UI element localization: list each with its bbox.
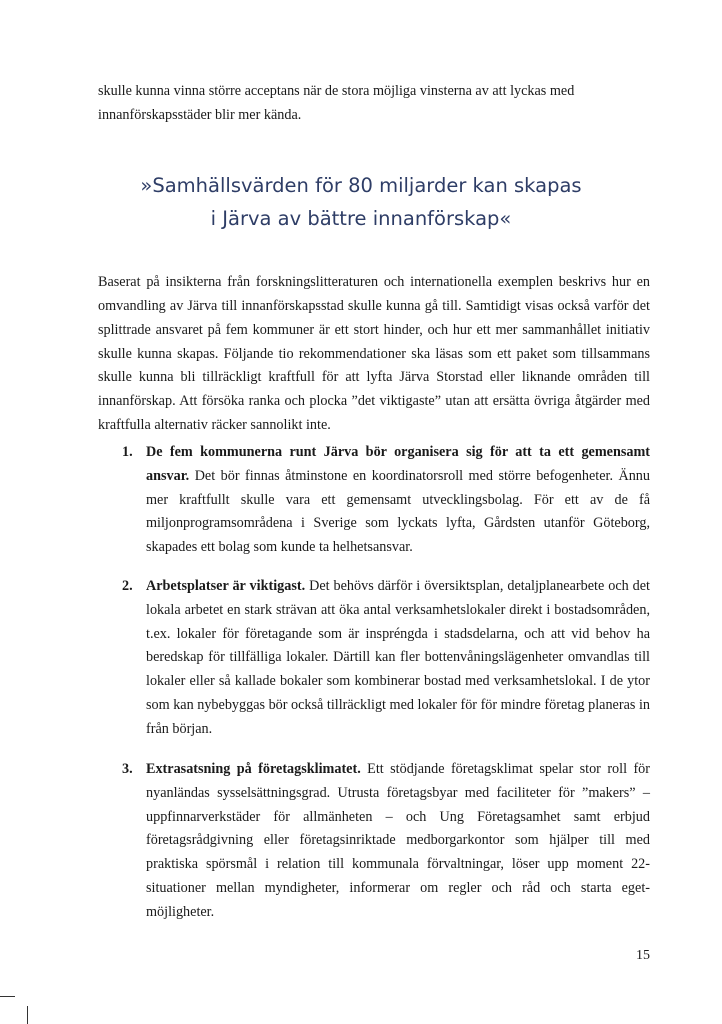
recommendation-number: 2. [122,578,133,594]
recommendation-item [98,575,650,742]
crop-mark-vertical [27,1006,28,1024]
recommendation-content [146,758,650,925]
recommendation-content [146,441,650,560]
recommendation-text: Det behövs därför i översiktsplan, detaljplanearbete och det lokala arbetet en stark strävan att öka antal verksamhetslokaler direkt i bostadsområden, t.ex. lokaler för företagande som är inspréngda i stadsdelarna, och att vid behov ha beredskap för tillfälliga lokaler. Därtill kan fler bottenvåningslägenheter omvandlas till lokaler eller så kallade bokaler som kombinerar bostad med verksamhetslokal. I de ytor som kan nybebyggas bör också tillräckligt med lokaler för för mindre företag planeras in från början. [146,578,650,737]
crop-mark-horizontal [0,996,15,997]
pull-quote: »Samhällsvärden för 80 miljarder kan skapas i Järva av bättre innanförskap« [140,174,582,231]
intro-paragraph: skulle kunna vinna större acceptans när de stora möjliga vinsterna av att lyckas med innanförskapsstäder blir mer kända. [98,83,575,123]
recommendation-title: Extrasatsning på företagsklimatet. [146,761,361,777]
recommendation-title: Arbetsplatser är viktigast. [146,578,306,594]
recommendation-item [98,758,650,925]
recommendation-text: Ett stödjande företagsklimat spelar stor roll för nyanländas sysselsättningsgrad. Utrusta företagsbyar med faciliteter för ”makers” – uppfinnarverkstäder för allmänheten – och Ung Företagsamhet samt erbjud företagsrådgivning eller företagsinriktade medborgarkontor som hjälper till med praktiska spörsmål i relation till kommunala förvaltningar, löser upp moment 22-situationer mellan myndigheter, informerar om regler och råd och starta eget-möjligheter. [146,761,650,920]
recommendation-text: Det bör finnas åtminstone en koordinatorsroll med större befogenheter. Ännu mer kraftfullt skulle vara ett gemensamt utvecklingsbolag. För ett av de få miljonprogramsområdena i Sverige som lyckats lyfta, Gårdsten utanför Göteborg, skapades ett bolag som kunde ta helhetsansvar. [146,467,650,556]
page-number: 15 [636,948,650,963]
recommendation-item [98,441,650,560]
recommendation-content [146,575,650,742]
recommendation-number: 1. [122,444,133,460]
recommendation-title: De fem kommunerna runt Järva bör organisera sig för att ta ett gemensamt ansvar. [146,444,650,484]
body-paragraph: Baserat på insikterna från forskningslitteraturen och internationella exemplen beskrivs hur en omvandling av Järva till innanförskapsstad skulle kunna gå till. Samtidigt visas också varför det splittrade ansvaret på fem kommuner är ett stort hinder, och hur ett mer sammanhållet initiativ skulle kunna skapas. Följande tio rekommendationer ska läsas som ett paket som tillsammans skulle kunna bli tillräckligt kraftfull för att lyfta Järva Storstad eller liknande områden till innanförskap. Att försöka ranka och plocka ”det viktigaste” utan att ersätta övriga åtgärder med kraftfulla alternativ räcker sannolikt inte. [98,274,650,433]
recommendation-number: 3. [122,761,133,777]
